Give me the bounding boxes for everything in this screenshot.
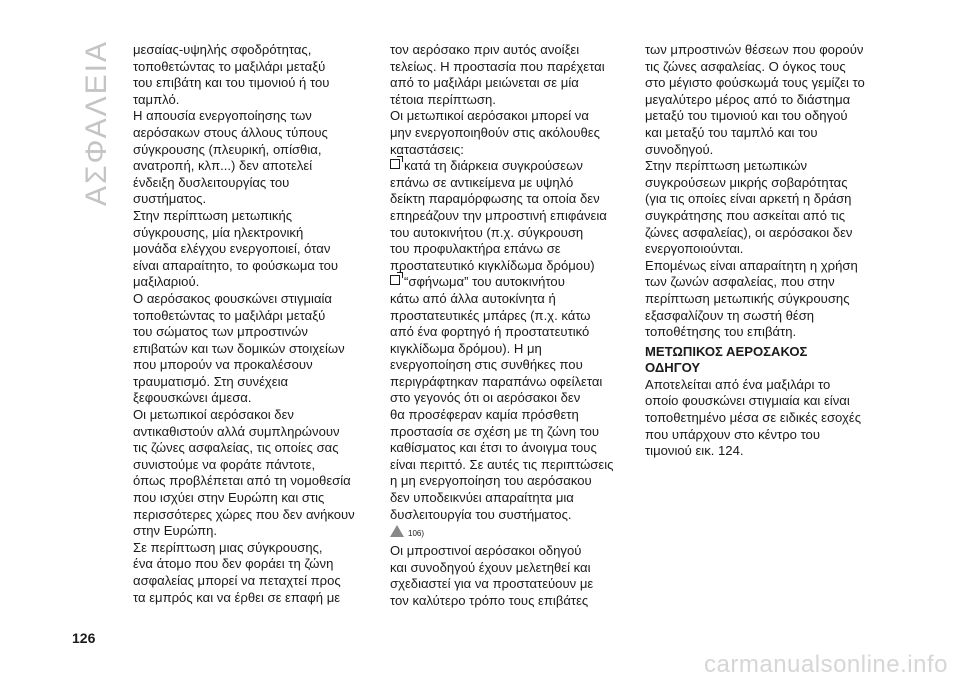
text-line: Ο αερόσακος φουσκώνει στιγμιαία (133, 290, 332, 306)
text-line: είναι περιττό. Σε αυτές τις περιπτώσεις (390, 456, 614, 472)
text-line: Σε περίπτωση μιας σύγκρουσης, (133, 539, 323, 555)
text-line: τον αερόσακο πριν αυτός ανοίξει (390, 42, 580, 57)
bullet-arrow-icon (390, 275, 400, 285)
text-line: από ένα φορτηγό ή προστατευτικό (390, 324, 590, 340)
text-line: προστασία σε σχέση με τη ζώνη του (390, 423, 600, 439)
text-line: μην ενεργοποιηθούν στις ακόλουθες (390, 124, 600, 140)
text-line: συνιστούμε να φοράτε πάντοτε, (133, 456, 316, 472)
text-line: του αυτοκινήτου (π.χ. σύγκρουση (390, 224, 584, 240)
text-line: Οι μπροστινοί αερόσακοι οδηγού (390, 543, 582, 559)
text-line: κατά τη διάρκεια συγκρούσεων (390, 158, 628, 175)
text-line: σχεδιαστεί για να προστατεύουν με (390, 576, 594, 592)
text-line: Οι μετωπικοί αερόσακοι δεν (133, 407, 294, 423)
text-line: προστατευτικές μπάρες (π.χ. κάτω (390, 307, 591, 323)
text-line: των μπροστινών θέσεων που φορούν (645, 42, 864, 57)
bullet-item (390, 274, 628, 523)
text-line: είναι απαραίτητο, το φούσκωμα του (133, 257, 339, 273)
text-column-2 (390, 42, 628, 610)
text-line: στην Ευρώπη. (133, 523, 218, 539)
text-line: σύγκρουσης, μία ηλεκτρονική (133, 224, 304, 240)
page-number: 126 (72, 630, 96, 646)
paragraph-block (390, 543, 628, 609)
text-line: καταστάσεις: (390, 141, 464, 157)
text-line: δυσλειτουργία του συστήματος. (390, 506, 572, 522)
text-line: περισσότερες χώρες που δεν ανήκουν (133, 506, 355, 522)
text-line: που ισχύει στην Ευρώπη και στις (133, 490, 325, 506)
text-line: συγκρούσεων μικρής σοβαρότητας (645, 174, 848, 190)
text-line: μεγαλύτερο μέρος από το διάστημα (645, 91, 851, 107)
text-line: συνοδηγού. (645, 141, 714, 157)
text-line: ενεργοποίηση στις συνθήκες που (390, 357, 583, 373)
text-line: τραυματισμό. Στη συνέχεια (133, 373, 289, 389)
text-line: προστατευτικό κιγκλίδωμα δρόμου) (390, 257, 595, 273)
watermark-url: carmanualsonline.info (704, 651, 948, 678)
text-line: επάνω σε αντικείμενα με υψηλό (390, 174, 574, 190)
text-line: Οι μετωπικοί αερόσακοι μπορεί να (390, 108, 589, 124)
text-column-1 (133, 42, 371, 606)
text-line: αντικαθιστούν αλλά συμπληρώνουν (133, 423, 340, 439)
text-line: ένδειξη δυσλειτουργίας του (133, 174, 290, 190)
text-line: ασφαλείας μπορεί να πεταχτεί προς (133, 573, 341, 588)
text-line: τέτοια περίπτωση. (390, 91, 496, 107)
text-line: Αποτελείται από ένα μαξιλάρι το (645, 376, 831, 392)
text-line: που μπορούν να προκαλέσουν (133, 357, 313, 373)
text-line: θα προσέφεραν καμία πρόσθετη (390, 407, 579, 423)
text-line: ΜΕΤΩΠΙΚΟΣ ΑΕΡΟΣΑΚΟΣ (645, 343, 808, 359)
text-line: τοποθετώντας το μαξιλάρι μεταξύ (133, 58, 326, 74)
text-line: κιγκλίδωμα δρόμου). Η μη (390, 340, 542, 356)
text-line: ένα άτομο που δεν φοράει τη ζώνη (133, 556, 334, 572)
section-heading (645, 344, 883, 377)
text-line: ζώνες ασφαλείας), οι αερόσακοι δεν (645, 224, 853, 240)
text-line: επιβατών και των δομικών στοιχείων (133, 340, 345, 356)
text-line: Η απουσία ενεργοποίησης των (133, 108, 312, 124)
text-line: σύγκρουσης (πλευρική, οπίσθια, (133, 141, 322, 157)
text-line: μεσαίας-υψηλής σφοδρότητας, (133, 42, 312, 57)
text-line: μαξιλαριού. (133, 274, 200, 290)
text-line: στο μέγιστο φούσκωμά τους γεμίζει το (645, 75, 865, 91)
text-line: δείκτη παραμόρφωσης τα οποία δεν (390, 191, 600, 207)
text-line: ταμπλό. (133, 91, 180, 107)
text-line: “σφήνωμα” του αυτοκινήτου (390, 274, 628, 291)
text-line: συστήματος. (133, 191, 207, 207)
text-line: εξασφαλίζουν τη σωστή θέση (645, 307, 815, 323)
text-column-3 (645, 42, 883, 460)
text-line: ανατροπή, κλπ...) δεν αποτελεί (133, 158, 313, 174)
text-line: (για τις οποίες είναι αρκετή η δράση (645, 191, 852, 207)
text-line: τα εμπρός και να έρθει σε επαφή με (133, 589, 341, 605)
text-line: τοποθετώντας το μαξιλάρι μεταξύ (133, 307, 326, 323)
paragraph-block (390, 42, 628, 158)
text-line: από το μαξιλάρι μειώνεται σε μία (390, 75, 579, 91)
text-line: συγκράτησης που ασκείται από τις (645, 207, 846, 223)
text-line: περίπτωση μετωπικής σύγκρουσης (645, 290, 850, 306)
text-line: τελείως. Η προστασία που παρέχεται (390, 58, 605, 74)
text-line: στο γεγονός ότι οι αερόσακοι δεν (390, 390, 581, 406)
text-line: η μη ενεργοποίηση του αερόσακου (390, 473, 592, 489)
text-line: ενεργοποιούνται. (645, 241, 744, 257)
text-line: ΟΔΗΓΟΥ (645, 360, 701, 376)
paragraph-block (645, 377, 883, 460)
text-line: δεν υποδεικνύει απαραίτητα μια (390, 490, 574, 506)
bullet-arrow-icon (390, 159, 400, 169)
text-line: ξεφουσκώνει άμεσα. (133, 390, 252, 406)
warning-reference (390, 525, 628, 541)
text-line: του προφυλακτήρα επάνω σε (390, 241, 561, 257)
text-line: όπως προβλέπεται από τη νομοθεσία (133, 473, 351, 489)
text-line: οποίο φουσκώνει στιγμιαία και είναι (645, 393, 850, 409)
bullet-item (390, 158, 628, 274)
text-line: που υπάρχουν στο κέντρο του (645, 426, 820, 442)
text-line: Επομένως είναι απαραίτητη η χρήση (645, 257, 858, 273)
text-line: αερόσακων στους άλλους τύπους (133, 124, 328, 140)
text-line: μεταξύ του τιμονιού και του οδηγού (645, 108, 848, 124)
section-title-vertical: ΑΣΦΑΛΕΙΑ (80, 40, 113, 207)
text-line: περιγράφτηκαν παραπάνω οφείλεται (390, 373, 603, 389)
text-line: των ζωνών ασφαλείας, που στην (645, 274, 835, 290)
text-line: Στην περίπτωση μετωπικής (133, 207, 293, 223)
text-line: τοποθέτησης του επιβάτη. (645, 324, 797, 340)
text-line: του επιβάτη και του τιμονιού ή του (133, 75, 330, 91)
text-line: και συνοδηγού έχουν μελετηθεί και (390, 559, 591, 575)
text-line: τοποθετημένο μέσα σε ειδικές εσοχές (645, 410, 862, 426)
text-line: και μεταξύ του ταμπλό και του (645, 124, 818, 140)
text-line: τιμονιού εικ. 124. (645, 443, 744, 459)
text-line: του σώματος των μπροστινών (133, 324, 308, 340)
text-line: μονάδα ελέγχου ενεργοποιεί, όταν (133, 241, 331, 257)
text-line: Στην περίπτωση μετωπικών (645, 158, 808, 174)
text-line: τις ζώνες ασφαλείας. Ο όγκος τους (645, 58, 846, 74)
text-line: κάτω από άλλα αυτοκίνητα ή (390, 290, 556, 306)
text-line: επηρεάζουν την μπροστινή επιφάνεια (390, 207, 607, 223)
warning-triangle-icon (390, 525, 404, 537)
paragraph-block (645, 42, 883, 341)
text-line: τον καλύτερο τρόπο τους επιβάτες (390, 593, 589, 608)
warning-ref-number: 106) (408, 529, 425, 539)
text-line: τις ζώνες ασφαλείας, τις οποίες σας (133, 440, 339, 456)
text-line: καθίσματος και έτσι το άνοιγμα τους (390, 440, 597, 456)
